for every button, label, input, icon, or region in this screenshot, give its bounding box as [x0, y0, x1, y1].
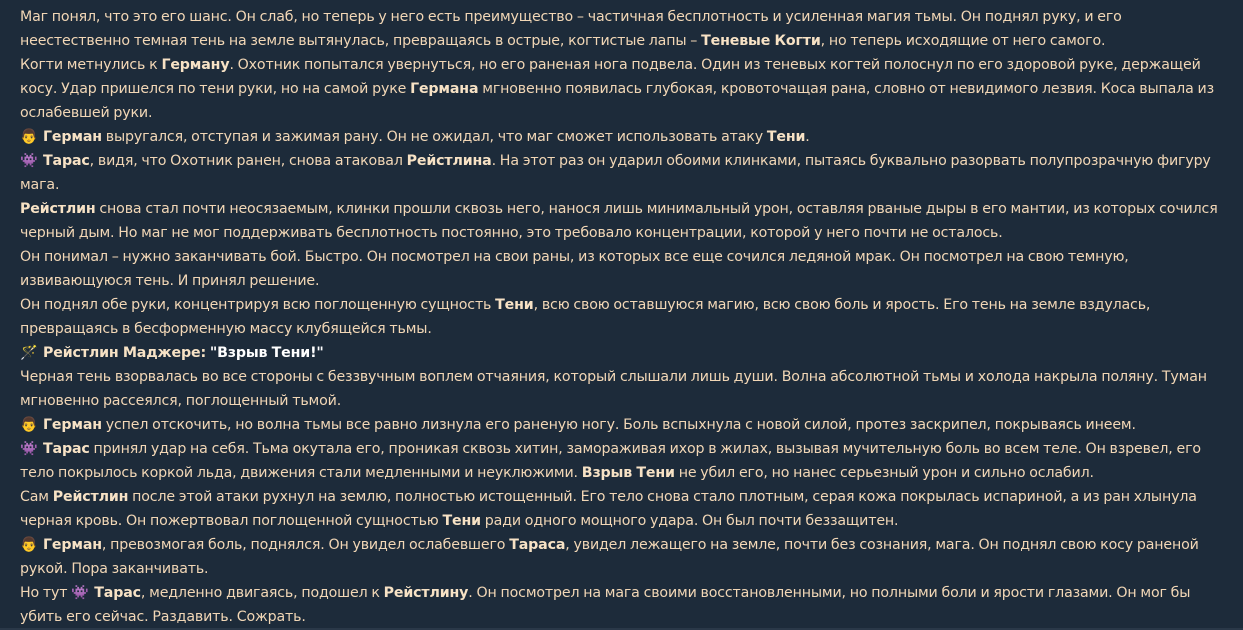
character-name: Рейстлин — [52, 489, 129, 505]
character-name: Тарас — [43, 441, 90, 457]
text: Он поднял обе руки, концентрируя всю поглощенную сущность — [20, 297, 492, 313]
text: , превозмогая боль, поднялся. Он увидел ослабевшего — [101, 537, 506, 553]
paragraph — [20, 341, 1232, 365]
character-name: Германа — [410, 81, 479, 97]
character-name: Тараса — [509, 537, 566, 553]
paragraph — [20, 485, 1232, 533]
paragraph — [20, 149, 1232, 197]
alien-monster-icon: 👾 — [71, 585, 89, 601]
text: Сам — [20, 489, 49, 505]
paragraph — [20, 365, 1232, 413]
spell-quote: "Взрыв Тени!" — [209, 345, 324, 361]
character-name: Герман — [43, 129, 102, 145]
text: мгновенно появилась глубокая, кровоточащая рана, словно от невидимого лезвия. Коса выпала из ослабевшей руки. — [20, 81, 1214, 121]
character-name: Рейстлин Маджере — [43, 345, 201, 361]
skill-name: Тени — [495, 297, 534, 313]
paragraph — [20, 437, 1232, 485]
text: Когти метнулись к — [20, 57, 158, 73]
paragraph — [20, 5, 1232, 53]
text: , но теперь исходящие от него самого. — [820, 33, 1106, 49]
text: принял удар на себя. Тьма окутала его, проникая сквозь хитин, замораживая ихор в жилах, вызывая мучительную боль во всем теле. Он взревел, его тело покрылось коркой льда, движения стали медленными и неуклюжими. — [20, 441, 1201, 481]
text: не убил его, но нанес серьезный урон и сильно ослабил. — [678, 465, 1094, 481]
skill-name: Тени — [766, 129, 806, 145]
paragraph — [20, 245, 1232, 293]
text: . Охотник попытался увернуться, но его раненая нога подвела. Один из теневых когтей полоснул по его здоровой руке, держащей косу. Удар пришелся по тени руки, но на самой руке — [20, 57, 1201, 97]
skill-name: Тени — [442, 513, 481, 529]
character-name: Рейстлин — [20, 201, 96, 217]
paragraph — [20, 53, 1232, 125]
paragraph — [20, 293, 1232, 341]
story-text — [20, 5, 1232, 629]
man-icon: 👨 — [20, 129, 38, 145]
paragraph — [20, 197, 1232, 245]
text: после этой атаки рухнул на землю, полностью истощенный. Его тело снова стало плотным, серая кожа покрылась испариной, а из ран хлынула черная кровь. Он пожертвовал поглощенной сущностью — [20, 489, 1197, 529]
text: . — [805, 129, 810, 145]
alien-monster-icon: 👾 — [20, 153, 38, 169]
text: , медленно двигаясь, подошел к — [140, 585, 380, 601]
character-name: Герману — [161, 57, 230, 73]
text: ради одного мощного удара. Он был почти беззащитен. — [484, 513, 899, 529]
text: , увидел лежащего на земле, почти без сознания, мага. Он поднял свою косу раненой рукой. Пора заканчивать. — [20, 537, 1199, 577]
text: Он понимал – нужно заканчивать бой. Быстро. Он посмотрел на свои раны, из которых все еще сочился ледяной мрак. Он посмотрел на свою темную, извивающуюся тень. И принял решение. — [20, 249, 1129, 289]
skill-name: Теневые Когти — [701, 33, 821, 49]
text: успел отскочить, но волна тьмы все равно лизнула его раненую ногу. Боль вспыхнула с новой силой, протез заскрипел, покрываясь инеем. — [105, 417, 1136, 433]
man-icon: 👨 — [20, 537, 38, 553]
text: , видя, что Охотник ранен, снова атаковал — [89, 153, 403, 169]
alien-monster-icon: 👾 — [20, 441, 38, 457]
text: выругался, отступая и зажимая рану. Он не ожидал, что маг сможет использовать атаку — [105, 129, 763, 145]
paragraph — [20, 581, 1232, 629]
text: Но тут — [20, 585, 68, 601]
magic-wand-icon: 🪄 — [20, 345, 38, 361]
man-icon: 👨 — [20, 417, 38, 433]
character-name: Тарас — [94, 585, 141, 601]
text: , всю свою оставшуюся магию, всю свою боль и ярость. Его тень на земле вздулась, превращаясь в бесформенную массу клубящейся тьмы. — [20, 297, 1151, 337]
text: Черная тень взорвалась во все стороны с беззвучным воплем отчаяния, который слышали лишь души. Волна абсолютной тьмы и холода накрыла поляну. Туман мгновенно рассеялся, поглощенный тьмой. — [20, 369, 1207, 409]
character-name: Тарас — [43, 153, 90, 169]
character-name: Рейстлина — [406, 153, 492, 169]
text: Маг понял, что это его шанс. Он слаб, но теперь у него есть преимущество – частичная бесплотность и усиленная магия тьмы. Он поднял руку, и его неестественно темная тень на земле вытянулась, превращаясь в острые, когтистые лапы – — [20, 9, 1122, 49]
paragraph — [20, 125, 1232, 149]
paragraph — [20, 413, 1232, 437]
text: . Он посмотрел на мага своими восстановленными, но полными боли и ярости глазами. Он мог бы убить его сейчас. Раздавить. Сожрать. — [20, 585, 1191, 625]
character-name: Рейстлину — [383, 585, 469, 601]
text: . На этот раз он ударил обоими клинками, пытаясь буквально разорвать полупрозрачную фигуру мага. — [20, 153, 1211, 193]
paragraph — [20, 533, 1232, 581]
skill-name: Взрыв Тени — [581, 465, 675, 481]
character-name: Герман — [43, 417, 102, 433]
character-name: Герман — [43, 537, 102, 553]
text: снова стал почти неосязаемым, клинки прошли сквозь него, нанося лишь минимальный урон, оставляя рваные дыры в его мантии, из которых сочился черный дым. Но маг не мог поддерживать бесплотность постоянно, это требовало концентрации, которой у него почти не осталось. — [20, 201, 1218, 241]
text: : — [200, 345, 206, 361]
